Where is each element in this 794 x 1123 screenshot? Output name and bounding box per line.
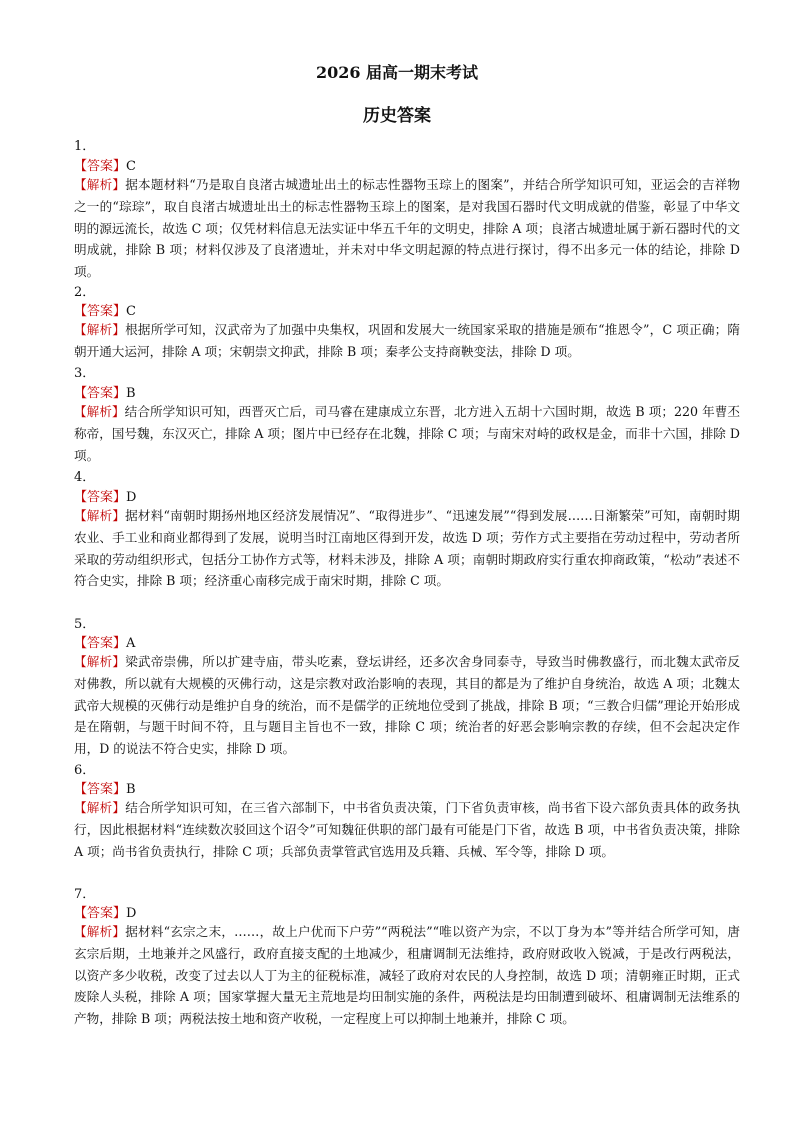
answer-line bbox=[74, 902, 136, 921]
analysis-paragraph bbox=[74, 174, 740, 283]
answer-label: 【答案】 bbox=[74, 906, 127, 921]
analysis-text: 据材料“玄宗之末，……，故上户优而下户劳”“两税法”“唯以资产为宗，不以丁身为本”等并结合所学可知，唐玄宗后期，土地兼并之风盛行，政府直接支配的土地减少，租庸调制无法维持，政府财政收入锐减，于是改行两税法，以资产多少收税，改变了过去以人丁为主的征税标准，减轻了政府对农民的人身控制，故选 D 项；清朝雍正时期，正式废除人头税，排除 A 项；国家掌握大量无主荒地是均田制实施的条件，两税法是均田制遭到破坏、租庸调制无法维系的产物，排除 B 项；两税法按土地和资产收税，一定程度上可以抑制土地兼并，排除 C 项。 bbox=[74, 924, 740, 1027]
question-number: 3． bbox=[74, 366, 96, 381]
answer-line bbox=[74, 632, 135, 651]
answer-label: 【答案】 bbox=[74, 636, 127, 651]
answer-label: 【答案】 bbox=[74, 159, 127, 174]
question-number: 4． bbox=[74, 470, 96, 485]
analysis-text: 结合所学知识可知，西晋灭亡后，司马睿在建康成立东晋，北方进入五胡十六国时期，故选 B 项；220 年曹丕称帝，国号魏，东汉灭亡，排除 A 项；图片中已经存在北魏，排除 C 项；与南宋对峙的政权是金，而非十六国，排除 D 项。 bbox=[74, 404, 740, 463]
question-number: 7． bbox=[74, 887, 96, 902]
analysis-text: 结合所学知识可知，在三省六部制下，中书省负责决策，门下省负责审核，尚书省下设六部负责具体的政务执行，因此根据材料“连续数次驳回这个诏令”可知魏征供职的部门最有可能是门下省，故选 B 项，中书省负责决策，排除 A 项；尚书省负责执行，排除 C 项；兵部负责掌管武官选用及兵籍、兵械、军令等，排除 D 项。 bbox=[74, 800, 741, 859]
answer-line bbox=[74, 300, 136, 319]
analysis-label: 【解析】 bbox=[74, 800, 126, 815]
analysis-label: 【解析】 bbox=[74, 322, 126, 337]
document-title: 2026 届高一期末考试 bbox=[315, 63, 479, 82]
answer-value: A bbox=[126, 636, 136, 651]
analysis-label: 【解析】 bbox=[74, 404, 125, 419]
answer-label: 【答案】 bbox=[74, 386, 127, 401]
answer-value: B bbox=[126, 386, 136, 401]
analysis-text: 据本题材料“乃是取自良渚古城遗址出土的标志性器物玉琮上的图案”，并结合所学知识可知，亚运会的吉祥物之一的“琮琮”，取自良渚古城遗址出土的标志性器物玉琮上的图案，是对我国石器时代文明成就的借鉴，彰显了中华文明的源远流长，故选 C 项；仅凭材料信息无法实证中华五千年的文明史，排除 A 项；良渚古城遗址属于新石器时代的文明成就，排除 B 项；材料仅涉及了良渚遗址，并未对中华文明起源的特点进行探讨，得不出多元一体的结论，排除 D 项。 bbox=[74, 177, 740, 280]
answer-value: B bbox=[126, 782, 136, 797]
answer-line bbox=[74, 778, 136, 797]
question-number: 1． bbox=[74, 139, 96, 154]
analysis-paragraph bbox=[74, 921, 740, 1030]
answer-label: 【答案】 bbox=[74, 304, 127, 319]
answer-value: C bbox=[126, 159, 136, 174]
analysis-paragraph bbox=[74, 319, 740, 363]
answer-value: D bbox=[126, 906, 137, 921]
answer-line bbox=[74, 382, 136, 401]
answer-value: D bbox=[126, 490, 137, 505]
answer-line bbox=[74, 155, 136, 174]
analysis-text: 梁武帝崇佛，所以扩建寺庙，带头吃素，登坛讲经，还多次舍身同泰寺，导致当时佛教盛行，而北魏太武帝反对佛教，所以就有大规模的灭佛行动，这是宗教对政治影响的表现，其目的都是为了维护自身统治，故选 A 项；北魏太武帝大规模的灭佛行动是维护自身的统治，而不是儒学的正统地位受到了挑战，排除 B 项；“三教合归儒”理论开始形成是在隋朝，与题干时间不符，且与题目主旨也不一致，排除 C 项；统治者的好恶会影响宗教的存续，但不会起决定作用，D 的说法不符合史实，排除 D 项。 bbox=[74, 654, 741, 757]
answer-label: 【答案】 bbox=[74, 490, 127, 505]
question-number: 2． bbox=[74, 285, 96, 300]
analysis-paragraph bbox=[74, 797, 740, 862]
analysis-text: 根据所学可知，汉武帝为了加强中央集权，巩固和发展大一统国家采取的措施是颁布“推恩令”，C 项正确；隋朝开通大运河，排除 A 项；宋朝崇文抑武，排除 B 项；秦孝公支持商鞅变法，排除 D 项。 bbox=[74, 322, 740, 359]
analysis-paragraph bbox=[74, 651, 740, 760]
analysis-label: 【解析】 bbox=[74, 177, 126, 192]
analysis-text: 据材料“南朝时期扬州地区经济发展情况”、“取得进步”、“迅速发展”“得到发展……日渐繁荣”可知，南朝时期农业、手工业和商业都得到了发展，说明当时江南地区得到开发，故选 D 项；劳作方式主要指在劳动过程中，劳动者所采取的劳动组织形式，包括分工协作方式等，材料未涉及，排除 A 项；南朝时期政府实行重农抑商政策，“松动”表述不符合史实，排除 B 项；经济重心南移完成于南宋时期，排除 C 项。 bbox=[74, 508, 741, 589]
analysis-paragraph bbox=[74, 505, 740, 592]
answer-value: C bbox=[126, 304, 136, 319]
analysis-paragraph bbox=[74, 401, 740, 466]
answer-label: 【答案】 bbox=[74, 782, 127, 797]
document-subtitle: 历史答案 bbox=[363, 106, 431, 126]
answer-line bbox=[74, 486, 136, 505]
analysis-label: 【解析】 bbox=[74, 654, 126, 669]
question-number: 5． bbox=[74, 617, 96, 632]
analysis-label: 【解析】 bbox=[74, 924, 126, 939]
analysis-label: 【解析】 bbox=[74, 508, 126, 523]
question-number: 6． bbox=[74, 763, 96, 778]
